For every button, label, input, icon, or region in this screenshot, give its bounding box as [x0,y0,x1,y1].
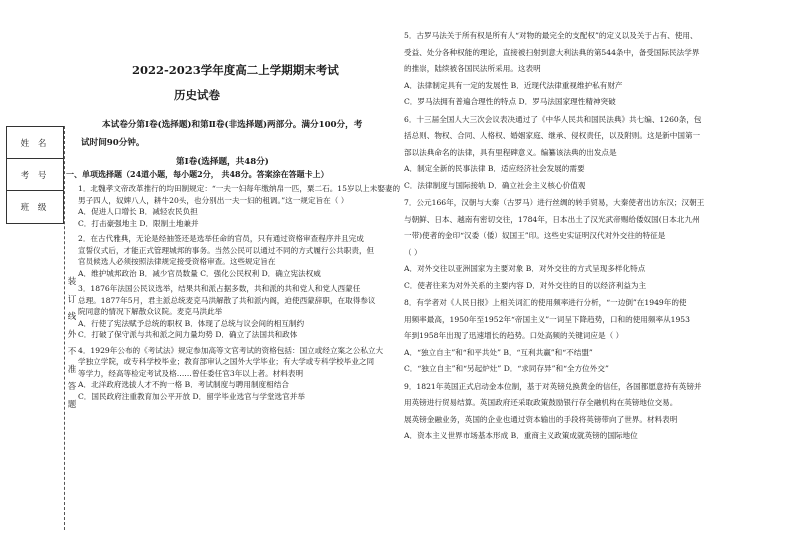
question-line: 与朝鲜、日本、越南有密切交往，1784年，日本出土了汉光武帝赐给倭奴国(日本北九州 [404,214,700,224]
seal-char: 准 [67,364,77,375]
option-line: C．法律制度与国际接轨 D．确立社会主义核心价值观 [404,180,586,190]
seal-char: 外 [67,329,77,340]
question-line: 展英镑金融业务，英国的企业也通过资本输出的手段将英镑带向了世界。材料表明 [404,414,678,424]
seal-char: 装 [67,277,77,287]
intro-line: 本试卷分第Ⅰ卷(选择题)和第Ⅱ卷(非选择题)两部分。满分100分，考 [102,120,363,130]
intro-block [81,116,363,152]
option-line: A．资本主义世界市场基本形成 B．重商主义政策成就英镑的国际地位 [404,431,638,440]
option-line: A．“独立自主”和“和平共处” B．“互利共赢”和“不结盟” [404,347,593,357]
option-line: C．打破了保守派与共和派之间力量均势 D．确立了法国共和政体 [78,330,298,339]
option-line: A．制定全新的民事法律 B．适应经济社会发展的需要 [404,164,585,173]
option-line: C．国民政府注重教育加公平开放 D．留学毕业选官与学堂选官并举 [78,391,305,401]
option-line: C．使者往来为对外关系的主要内容 D．对外交往的目的以经济利益为主 [404,280,647,290]
question-line: 括总则、物权、合同、人格权、婚姻家庭、继承、侵权责任，以及附则。这是新中国第一 [404,131,701,140]
question-line: 学独立学院，或专科学校毕业；教育部审认之国外大学毕业；有大学或专科学校毕业之同 [78,357,375,366]
option-line: C．“独立自主”和“另起炉灶” D．“求同存异”和“全方位外交” [404,364,609,373]
question-line: 8．有学者对《人民日报》上相关词汇的使用频率进行分析，“一边倒”在1949年的使 [404,298,687,307]
question-line: 2．在古代雅典，无论是经抽签还是选举任命的官员，只有通过资格审查程序并且完成 [78,234,364,243]
seal-line [64,126,65,530]
question-line: 院同意的情况下解散众议院。麦克马洪此举 [78,307,223,316]
question-line: 受益、处分各种权能的理论，直接被扫射到意大利法典的第544条中，备受国际民法学界 [404,47,700,57]
option-line: A．行使了宪法赋予总统的职权 B．体现了总统与议会间的相互制约 [78,318,305,328]
option-line: A．法律制定具有一定的发展性 B．近现代法律重视维护私有财产 [404,80,623,90]
exam-number-label: 考 号 [7,159,63,191]
option-line: A．促进人口增长 B．减轻农民负担 [78,207,198,216]
seal-char: 答 [67,382,77,392]
question-line: 等学力，经高等检定考试及格……曾任委任官3年以上者。材料表明 [78,368,304,378]
section-instruction: 一、单项选择题（24道小题，每小题2分， 共48分。答案涂在答题卡上） [66,169,329,179]
option-line: A．对外交往以亚洲国家为主要对象 B．对外交往的方式呈现多样化特点 [404,264,646,273]
question-line: 年到1958年出现了迅速增长的趋势。口处高频的关键词应是（ ） [404,331,624,340]
question-line: 总理。1877年5月，君主派总统麦克马洪解散了共和派内阁，迫使西蒙辞职，在取得参议 [78,295,376,305]
seal-char: 不 [67,347,77,357]
question-line: 5．古罗马法关于所有权是所有人“对物的最完全的支配权”的定义以及关于占有、使用、 [404,31,698,40]
section-heading: 第Ⅰ卷(选择题，共48分) [176,157,269,167]
class-label: 班 级 [20,203,50,213]
question-line: 的推崇，陆续被各国民法所采用。这表明 [404,64,541,73]
option-line: A．北洋政府选拔人才不拘一格 B．考试制度与聘用制度相结合 [78,380,289,389]
seal-notice [66,274,78,414]
right-question-column [404,30,788,442]
option-line: C．罗马法拥有普遍合理性的特点 D．罗马法国家理性精神突破 [404,97,616,106]
exam-subject: 历史试卷 [174,88,220,102]
question-line: （ ） [404,247,422,257]
question-line: 3．1876年法国公民议选举，结果共和派占据多数，共和派的共和党人和党人西蒙任 [78,284,361,293]
question-line: 部以法典命名的法律，具有里程碑意义。编纂该法典的出发点是 [404,147,617,157]
question-line: 用英镑进行贸易结算。英国政府还采取政策鼓励银行存全融机构在英镑地位交易。 [404,398,678,407]
question-line: 9．1821年英国正式启动金本位制，基于对英镑兑换黄金的信任，各国都愿意持有英镑并 [404,381,702,391]
question-line: 男子四人，奴婢八人，耕牛20头，也分别出一夫一妇的租调。”这一规定旨在（ ） [78,195,349,205]
question-line: 1．北魏孝文帝改革推行的均田制规定：“一夫一妇每年缴纳帛一匹，粟二石。15岁以上未娶妻的 [78,184,401,193]
student-info-box [6,126,64,224]
question-line: 7．公元166年，汉朝与大秦（古罗马）进行丝绸的转手贸易，大秦使者出访东汉；汉朝王 [404,198,705,207]
question-line: 用频率最高，1950年至1952年“帝国主义”一词呈下降趋势，口和的使用频率从1953 [404,314,690,324]
question-line: 官员候选人必须按照法律规定接受资格审查。这些规定旨在 [78,257,276,266]
option-line: A．维护城邦政治 B．减少官员数量 C．强化公民权利 D．确立宪法权威 [78,268,321,278]
seal-char: 线 [67,312,77,322]
seal-char: 题 [67,399,77,410]
question-line: 6．十三届全国人大三次会议表决通过了《中华人民共和国民法典》共七编、1260条，包 [404,114,702,124]
question-line: 宣誓仪式后，才能正式管理城邦的事务。当然公民可以通过不同的方式履行公共职责，但 [78,245,375,255]
left-question-column [78,183,401,402]
intro-line: 试时间90分钟。 [81,138,145,148]
exam-title: 2022-2023学年度高二上学期期末考试 [132,63,339,77]
option-line: C．打击豪强地主 D．限制土地兼并 [78,218,199,228]
name-label: 姓 名 [7,127,63,159]
seal-char: 订 [67,294,77,305]
question-line: 4．1929年公布的《考试法》规定参加高等文官考试的资格包括：国立或经立案之公私立大 [78,345,384,355]
question-line: 一带)使者的金印“汉委（倭）奴国王”印。这些史实证明汉代对外交往的特征是 [404,231,666,240]
